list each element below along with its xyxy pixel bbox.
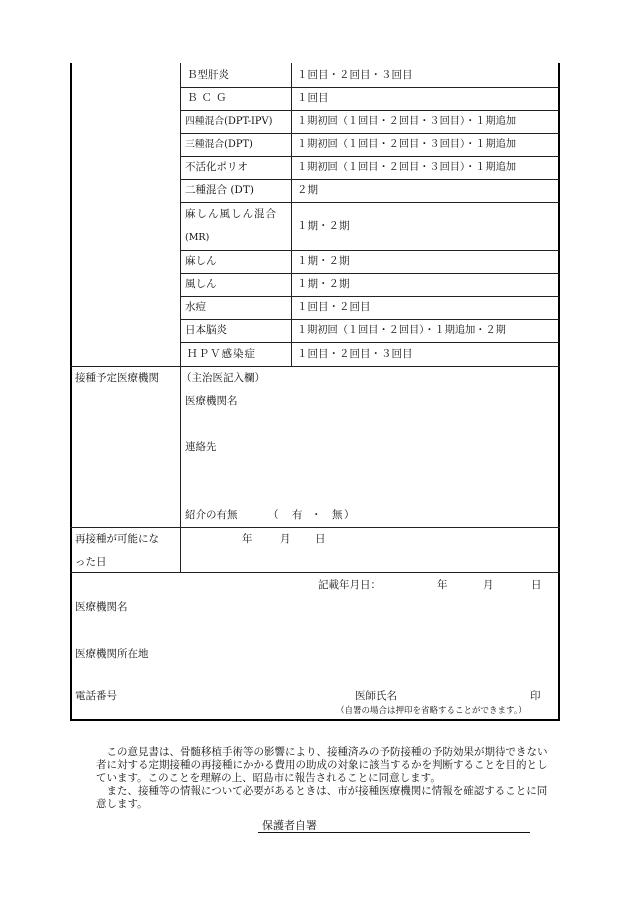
row-divider bbox=[180, 133, 559, 134]
vaccine-schedule: １期・２期 bbox=[297, 278, 350, 290]
row-divider bbox=[180, 202, 559, 203]
referral-yes-option[interactable]: 有 bbox=[292, 509, 303, 521]
section-divider bbox=[70, 572, 560, 573]
section-divider bbox=[70, 366, 560, 367]
vaccine-name: 風しん bbox=[185, 278, 217, 290]
vaccine-schedule: １期初回（１回目・２回目・３回目）・１期追加 bbox=[297, 116, 517, 127]
guardian-signature-line[interactable] bbox=[258, 832, 530, 833]
vaccine-name: 麻しん bbox=[185, 255, 217, 267]
referral-close-paren: ） bbox=[344, 509, 355, 521]
vaccine-schedule: １期初回（１回目・２回目）・１期追加・２期 bbox=[297, 325, 506, 336]
date-year-field[interactable]: 年 bbox=[437, 579, 448, 591]
vaccine-schedule: １期・２期 bbox=[297, 255, 350, 267]
planned-institution-label: 接種予定医療機関 bbox=[75, 372, 159, 384]
row-divider bbox=[180, 110, 559, 111]
reinoculation-label-line2: った日 bbox=[75, 556, 107, 568]
referral-open-paren: （ bbox=[268, 509, 279, 521]
table-left-border bbox=[70, 63, 72, 720]
consent-paragraph-1: この意見書は、骨髄移植手術等の影響により、接種済みの予防接種の予防効果が期待できない者に対する定期接種の再接種にかかる費用の助成の対象に該当するかを判断することを目的としています。このことを理解の上、昭島市に報告されることに同意します。 bbox=[96, 746, 548, 784]
vaccine-schedule: １回目 bbox=[297, 92, 329, 104]
guardian-signature-label: 保護者自署 bbox=[262, 819, 317, 832]
seal-note: （自署の場合は押印を省略することができます。） bbox=[336, 706, 527, 716]
vaccine-name: 四種混合(DPT-IPV) bbox=[185, 116, 273, 127]
label-column-divider bbox=[180, 63, 181, 573]
contact-label: 連絡先 bbox=[185, 441, 217, 453]
row-divider bbox=[180, 156, 559, 157]
table-bottom-border bbox=[70, 719, 560, 721]
vaccine-name: ＨＰＶ感染症 bbox=[187, 348, 256, 360]
vaccine-schedule: １期・２期 bbox=[297, 220, 350, 232]
footer-institution-address-label: 医療機関所在地 bbox=[75, 648, 149, 660]
doctor-entry-note: （主治医記入欄） bbox=[181, 372, 265, 384]
doctor-name-label: 医師氏名 bbox=[355, 690, 397, 702]
reinoculation-month-field[interactable]: 月 bbox=[280, 533, 291, 545]
vaccine-schedule: １期初回（１回目・２回目・３回目）・１期追加 bbox=[297, 162, 517, 173]
vaccine-schedule: １回目・２回目・３回目 bbox=[297, 69, 413, 81]
vaccine-name: 麻しん風しん混合 bbox=[185, 208, 277, 220]
row-divider bbox=[180, 250, 559, 251]
vaccine-schedule: １回目・２回目・３回目 bbox=[297, 348, 413, 360]
reinoculation-year-field[interactable]: 年 bbox=[242, 533, 253, 545]
consent-notes bbox=[96, 746, 548, 811]
row-divider bbox=[180, 87, 559, 88]
row-divider bbox=[180, 179, 559, 180]
section-divider bbox=[70, 527, 560, 528]
vaccine-name: 二種混合 (DT) bbox=[185, 184, 254, 196]
phone-label: 電話番号 bbox=[75, 690, 117, 702]
vaccine-schedule: ２期 bbox=[297, 184, 318, 196]
date-month-field[interactable]: 月 bbox=[483, 579, 494, 591]
consent-paragraph-2: また、接種等の情報について必要があるときは、市が接種医療機関に情報を確認することに同意します。 bbox=[96, 785, 548, 810]
row-divider bbox=[180, 296, 559, 297]
row-divider bbox=[180, 342, 559, 343]
reinoculation-day-field[interactable]: 日 bbox=[315, 533, 326, 545]
vaccine-name: 日本脳炎 bbox=[185, 324, 227, 336]
referral-label: 紹介の有無 bbox=[185, 509, 238, 521]
vaccine-name: 水痘 bbox=[185, 301, 206, 313]
vaccine-name: Ｂ型肝炎 bbox=[187, 69, 229, 81]
table-right-border bbox=[558, 63, 560, 720]
date-label: 記載年月日： bbox=[318, 579, 381, 591]
row-divider bbox=[180, 273, 559, 274]
vaccine-name: 不活化ポリオ bbox=[185, 161, 248, 173]
reinoculation-label-line1: 再接種が可能にな bbox=[75, 533, 159, 545]
vaccine-schedule: １期初回（１回目・２回目・３回目）・１期追加 bbox=[297, 139, 517, 150]
vaccine-schedule: １回目・２回目 bbox=[297, 301, 371, 313]
vaccine-name: ＢＣＧ bbox=[187, 92, 231, 104]
vaccine-name: (MR) bbox=[185, 232, 210, 243]
referral-no-option[interactable]: 無 bbox=[332, 509, 343, 521]
vaccine-name: 三種混合(DPT) bbox=[185, 139, 253, 150]
institution-name-label: 医療機関名 bbox=[185, 395, 238, 407]
footer-institution-name-label: 医療機関名 bbox=[75, 601, 128, 613]
seal-mark: 印 bbox=[530, 690, 541, 702]
referral-separator: ・ bbox=[311, 509, 322, 521]
row-divider bbox=[180, 319, 559, 320]
schedule-column-divider bbox=[291, 63, 292, 367]
date-day-field[interactable]: 日 bbox=[531, 579, 542, 591]
